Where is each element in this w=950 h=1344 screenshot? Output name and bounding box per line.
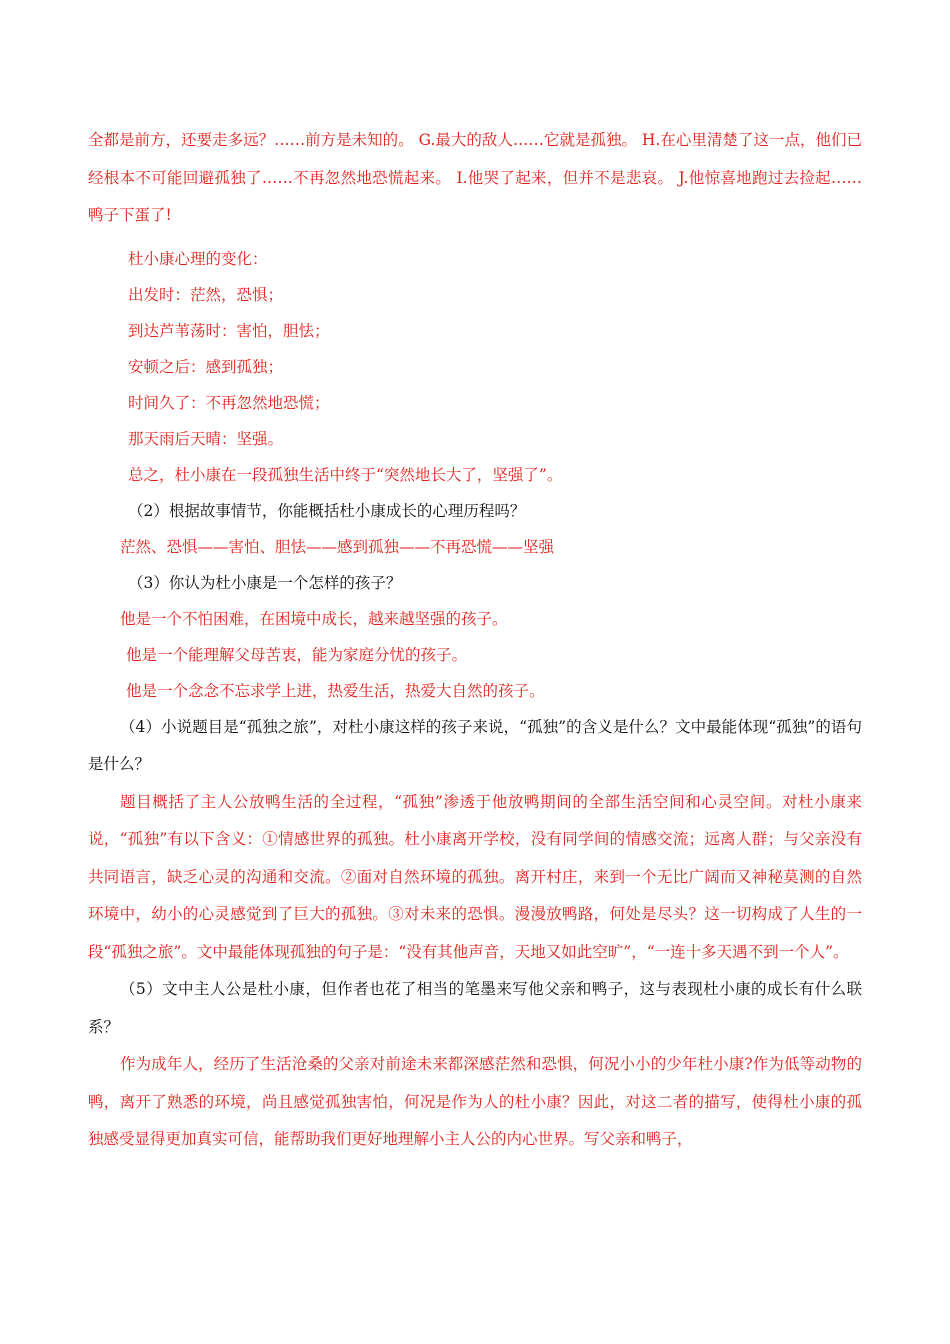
change-item: 安顿之后：感到孤独； [128, 357, 284, 376]
question-3: （3）你认为杜小康是一个怎样的孩子？ [128, 573, 402, 592]
change-item: 时间久了：不再忽然地恐慌； [128, 393, 330, 412]
change-item: 到达芦苇荡时：害怕，胆怯； [128, 321, 330, 340]
change-item: 那天雨后天晴：坚强。 [128, 429, 284, 448]
answer-5: 作为成年人，经历了生活沧桑的父亲对前途未来都深感茫然和恐惧，何况小小的少年杜小康?作为低等动物的鸭，离开了熟悉的环境，尚且感觉孤独害怕，何况是作为人的杜小康？因此，对这二者的描写，使得杜小康的孤独感受显得更加真实可信，能帮助我们更好地理解小主人公的内心世界。写父亲和鸭子， [88, 1055, 862, 1148]
change-item: 出发时：茫然，恐惧； [128, 285, 284, 304]
answer-paragraph-top: 全都是前方，还要走多远？……前方是未知的。 G.最大的敌人……它就是孤独。 H.在心里清楚了这一点，他们已经根本不可能回避孤独了……不再忽然地恐慌起来。 I.他哭了起来，但并不是悲哀。 J.他惊喜地跑过去捡起……鸭子下蛋了! [88, 131, 862, 224]
answer-2: 茫然、恐惧——害怕、胆怯——感到孤独——不再恐慌——坚强 [120, 537, 555, 556]
question-2: （2）根据故事情节，你能概括杜小康成长的心理历程吗？ [128, 501, 526, 520]
answer-3-item: 他是一个念念不忘求学上进，热爱生活，热爱大自然的孩子。 [126, 681, 545, 700]
change-title: 杜小康心理的变化： [128, 249, 268, 268]
question-4: （4）小说题目是“孤独之旅”，对杜小康这样的孩子来说，“孤独”的含义是什么？文中最能体现“孤独”的语句是什么？ [88, 717, 862, 773]
answer-3-item: 他是一个不怕困难，在困境中成长，越来越坚强的孩子。 [120, 609, 508, 628]
psychology-change-list [88, 241, 862, 493]
question-5: （5）文中主人公是杜小康，但作者也花了相当的笔墨来写他父亲和鸭子，这与表现杜小康的成长有什么联系？ [88, 980, 862, 1036]
answer-3-item: 他是一个能理解父母苦衷，能为家庭分忧的孩子。 [126, 645, 468, 664]
change-summary: 总之，杜小康在一段孤独生活中终于“突然地长大了，坚强了”。 [128, 465, 563, 484]
answer-4: 题目概括了主人公放鸭生活的全过程，“孤独”渗透于他放鸭期间的全部生活空间和心灵空间。对杜小康来说，“孤独”有以下含义：①情感世界的孤独。杜小康离开学校，没有同学间的情感交流；远离人群；与父亲没有共同语言，缺乏心灵的沟通和交流。②面对自然环境的孤独。离开村庄，来到一个无比广阔而又神秘莫测的自然环境中，幼小的心灵感觉到了巨大的孤独。③对未来的恐惧。漫漫放鸭路，何处是尽头？这一切构成了人生的一段“孤独之旅”。文中最能体现孤独的句子是：“没有其他声音，天地又如此空旷”，“一连十多天遇不到一个人”。 [88, 792, 862, 961]
